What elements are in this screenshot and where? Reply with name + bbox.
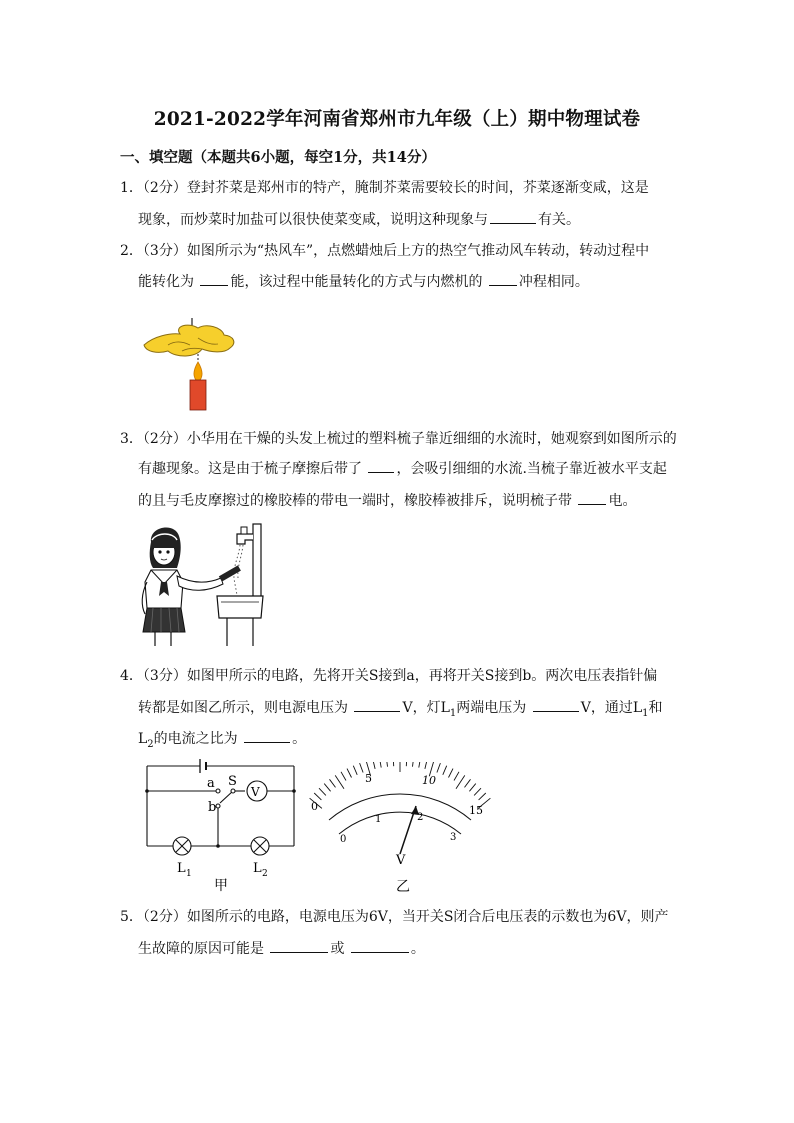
- q5-line1: 5．（2分）如图所示的电路，电源电压为6V，当开关S闭合后电压表的示数也为6V，则产: [120, 909, 669, 925]
- dial-tick: [419, 762, 421, 768]
- dial-tick: [386, 762, 387, 767]
- q2-text-a: 能转化为: [138, 274, 194, 290]
- q2-blank1: [200, 273, 228, 286]
- lamp-l1-label: L: [177, 861, 186, 876]
- dial-outer-0: 0: [311, 800, 318, 813]
- figure-caption-yi: 乙: [396, 879, 410, 895]
- dial-tick: [335, 775, 344, 788]
- q3-blank2: [578, 492, 606, 505]
- dial-tick: [413, 762, 414, 767]
- q4-text-b: V，灯L: [402, 700, 450, 716]
- dial-tick: [454, 772, 459, 781]
- dial-tick: [456, 775, 465, 788]
- hot-air-pinwheel-figure: [140, 318, 240, 414]
- q4-text-h: 。: [292, 731, 307, 747]
- girl-comb-water-figure: [137, 522, 277, 648]
- circuit-label-s: S: [228, 774, 237, 789]
- q4-blank3: [244, 730, 290, 743]
- dial-tick: [437, 763, 441, 772]
- dial-tick: [330, 779, 336, 787]
- q3-blank1: [368, 460, 394, 473]
- dial-outer-5: 5: [365, 772, 372, 785]
- q4-text-e: 和: [648, 700, 663, 716]
- q4-line3: [138, 728, 306, 750]
- q4-text-f: L: [138, 731, 148, 747]
- q3-text-b: ，会吸引细细的水流.当梳子靠近被水平支起: [396, 461, 667, 477]
- circuit-diagram-jia: [140, 756, 300, 896]
- figure-caption-jia: 甲: [214, 878, 228, 894]
- voltmeter-dial-yi: [305, 762, 495, 896]
- dial-tick: [443, 766, 447, 775]
- q4-sub1: 1: [449, 707, 457, 719]
- lamp-l2-sub: 2: [262, 869, 268, 879]
- q3-line2: [138, 458, 667, 478]
- q5-text-c: 。: [410, 941, 425, 957]
- circuit-label-a: a: [207, 776, 215, 791]
- q4-blank1: [354, 699, 400, 712]
- q3-text-a: 有趣现象。这是由于梳子摩擦后带了: [138, 461, 362, 477]
- q2-line1: 2．（3分）如图所示为“热风车”，点燃蜡烛后上方的热空气推动风车转动，转动过程中: [120, 243, 650, 259]
- q5-text-b: 或: [330, 941, 345, 957]
- dial-tick: [380, 762, 382, 768]
- q2-text-b: 能，该过程中能量转化的方式与内燃机的: [230, 274, 483, 290]
- q1-line2: [138, 209, 580, 229]
- section-heading: 一、填空题（本题共6小题，每空1分，共14分）: [120, 149, 436, 166]
- dial-tick: [474, 788, 481, 795]
- dial-outer-15: 15: [469, 804, 483, 817]
- lamp-l1-sub: 1: [186, 869, 192, 879]
- q1-blank: [490, 211, 536, 224]
- dial-v-label: V: [396, 853, 406, 868]
- q3-line3: [138, 490, 636, 510]
- dial-tick: [406, 762, 407, 766]
- dial-tick: [393, 762, 394, 766]
- q4-text-a: 转都是如图乙所示，则电源电压为: [138, 700, 348, 716]
- q3-line1: 3．（2分）小华用在干燥的头发上梳过的塑料梳子靠近细细的水流时，她观察到如图所示的: [120, 431, 677, 447]
- q3-text-c: 的且与毛皮摩擦过的橡胶棒的带电一端时，橡胶棒被排斥，说明梳子带: [138, 493, 572, 509]
- q4-line2: [138, 697, 663, 719]
- dial-tick: [347, 769, 352, 778]
- dial-inner-3: 3: [450, 832, 457, 843]
- q1-line1: 1．（2分）登封芥菜是郑州市的特产，腌制芥菜需要较长的时间，芥菜逐渐变咸，这是: [120, 180, 649, 196]
- q4-line1: 4．（3分）如图甲所示的电路，先将开关S接到a，再将开关S接到b。两次电压表指针偏: [120, 668, 658, 684]
- dial-tick: [360, 763, 364, 772]
- q5-blank1: [270, 940, 328, 953]
- dial-tick: [425, 762, 427, 769]
- q2-blank2: [489, 273, 517, 286]
- dial-tick: [314, 793, 321, 800]
- q3-text-d: 电。: [608, 493, 637, 509]
- dial-tick: [341, 772, 346, 781]
- dial-tick: [479, 793, 486, 800]
- dial-tick: [373, 762, 375, 769]
- page-title: 2021-2022学年河南省郑州市九年级（上）期中物理试卷: [153, 109, 641, 130]
- circuit-label-b: b: [208, 800, 217, 815]
- dial-tick: [324, 784, 330, 792]
- dial-tick: [319, 788, 326, 795]
- q4-text-c: 两端电压为: [456, 700, 527, 716]
- q4-blank2: [533, 699, 579, 712]
- q5-blank2: [351, 940, 409, 953]
- q4-sub2: 2: [147, 738, 154, 750]
- dial-inner-0: 0: [340, 834, 347, 845]
- dial-inner-1: 1: [375, 814, 382, 825]
- q2-line2: [138, 271, 589, 291]
- q4-text-d: V，通过L: [580, 700, 643, 716]
- dial-inner-2: 2: [417, 812, 424, 823]
- q4-text-g: 的电流之比为: [153, 731, 238, 747]
- q5-text-a: 生故障的原因可能是: [138, 941, 264, 957]
- q2-text-c: 冲程相同。: [518, 274, 589, 290]
- q1-text-b: 有关。: [538, 212, 580, 228]
- voltmeter-label: V: [251, 785, 260, 799]
- q5-line2: [138, 938, 425, 958]
- dial-tick: [353, 766, 357, 775]
- dial-outer-10: 10: [422, 774, 436, 787]
- lamp-l2-label: L: [253, 861, 262, 876]
- dial-tick: [465, 779, 471, 787]
- dial-tick: [469, 784, 475, 792]
- q4-sub1b: 1: [642, 707, 649, 719]
- q1-text-a: 现象，而炒菜时加盐可以很快使菜变咸，说明这种现象与: [138, 212, 488, 228]
- dial-tick: [449, 769, 454, 778]
